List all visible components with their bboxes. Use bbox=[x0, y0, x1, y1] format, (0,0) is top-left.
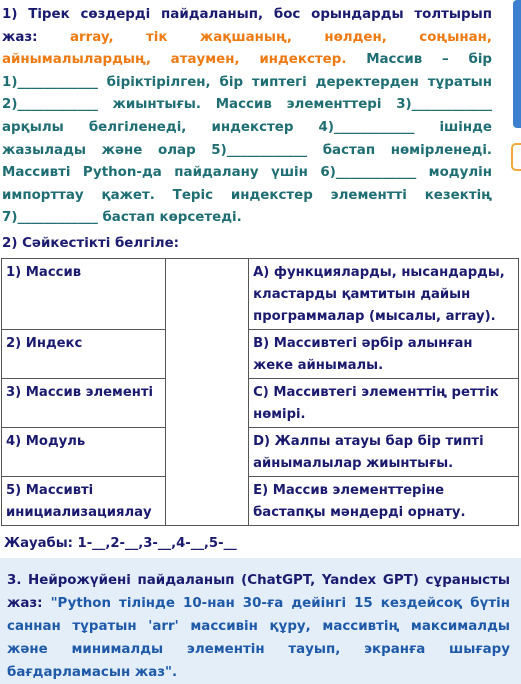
definition-cell: C) Массивтегі элементтің реттік нөмірі. bbox=[249, 379, 519, 428]
text-segment: ішінде жазылады және олар 5) bbox=[2, 119, 492, 158]
text-segment: модулін импорттау қажет. Теріс индекстер элементті кезектің 7) bbox=[2, 165, 492, 226]
term-cell: 4) Модуль bbox=[2, 428, 166, 477]
task-3-text bbox=[7, 569, 510, 684]
term-cell: 5) Массивті инициализациялау bbox=[2, 477, 166, 526]
blank-4[interactable]: ____________ bbox=[334, 119, 415, 135]
task-1-block bbox=[2, 4, 492, 230]
edge-accent-bar bbox=[513, 0, 521, 128]
task-2-title: 2) Сәйкестікті белгіле: bbox=[2, 236, 180, 251]
term-cell: 1) Массив bbox=[2, 259, 166, 330]
task-3-instruction: 3. Нейрожүйені пайдаланып (ChatGPT, Yandex GPT) сұранысты жаз: bbox=[7, 573, 510, 611]
definition-cell: A) функцияларды, нысандарды, кластарды қамтитын дайын программалар (мысалы, array). bbox=[249, 259, 519, 330]
text-segment: бастап көрсетеді. bbox=[97, 210, 242, 226]
definition-cell: D) Жалпы атауы бар бір типті айнымалылар жиынтығы. bbox=[249, 428, 519, 477]
answer-line[interactable]: Жауабы: 1-__,2-__,3-__,4-__,5-__ bbox=[4, 536, 237, 551]
table-row bbox=[2, 477, 519, 526]
term-cell: 2) Индекс bbox=[2, 330, 166, 379]
answer-blank-column[interactable] bbox=[165, 259, 248, 526]
blank-5[interactable]: ____________ bbox=[226, 142, 308, 158]
table-row bbox=[2, 330, 519, 379]
blank-2[interactable]: ____________ bbox=[17, 97, 98, 113]
matching-table bbox=[1, 258, 519, 526]
task-3-prompt-quote: "Python тілінде 10-нан 30-ға дейінгі 15 кездейсоқ бүтін саннан тұратын 'arr' массивін құру, массивтің максималды және минималды элементін тауып, экранға шығару бағдарламасын жаз". bbox=[7, 596, 510, 680]
text-segment: арқылы белгіленеді, индекстер 4) bbox=[2, 119, 334, 135]
task-3-panel bbox=[0, 558, 521, 684]
table-row bbox=[2, 259, 519, 330]
definition-cell: E) Массив элементтеріне бастапқы мәндерді орнату. bbox=[249, 477, 519, 526]
text-segment: біріктірілген, бір типтегі деректерден тұратын 2) bbox=[2, 74, 492, 113]
table-row bbox=[2, 379, 519, 428]
blank-6[interactable]: ____________ bbox=[335, 165, 417, 181]
task-1-instruction: 1) Тірек сөздерді пайдаланып, бос орындарды толтырып жаз: bbox=[2, 7, 492, 45]
blank-3[interactable]: ____________ bbox=[411, 97, 492, 113]
definition-cell: B) Массивтегі әрбір алынған жеке айнымалы. bbox=[249, 330, 519, 379]
task-1-text bbox=[2, 52, 492, 225]
text-segment: Массив – бір 1) bbox=[2, 52, 492, 90]
text-segment: бастап нөмірленеді. Массивті Python-да пайдалану үшін 6) bbox=[2, 142, 493, 181]
blank-1[interactable]: ____________ bbox=[17, 74, 98, 90]
text-segment: жиынтығы. Массив элементтері 3) bbox=[97, 97, 412, 113]
edge-bracket-decoration bbox=[511, 143, 521, 171]
task-1-keywords: array, тік жақшаның, нөлден, соңынан, айнымалылардың, атаумен, индекстер. bbox=[2, 29, 492, 68]
table-row bbox=[2, 428, 519, 477]
term-cell: 3) Массив элементі bbox=[2, 379, 166, 428]
blank-7[interactable]: ____________ bbox=[17, 210, 98, 226]
